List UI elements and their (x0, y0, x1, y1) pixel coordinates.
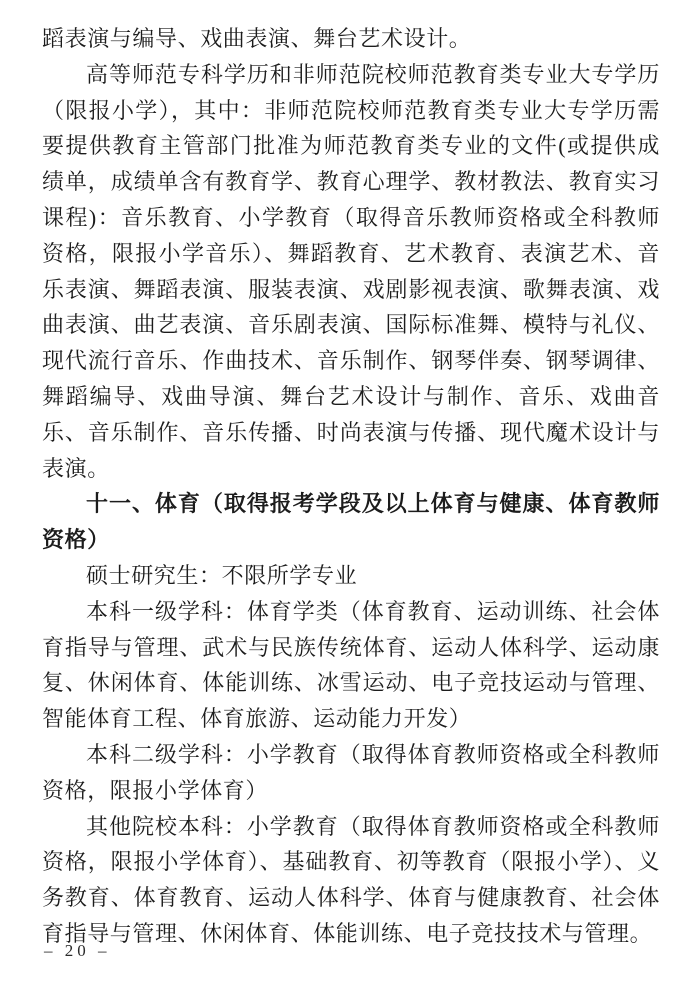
paragraph: 硕士研究生：不限所学专业 (86, 562, 358, 588)
paragraph: 蹈表演与编导、戏曲表演、舞台艺术设计。 (42, 26, 472, 51)
paragraph: 高等师范专科学历和非师范院校师范教育类专业大专学历（限报小学），其中：非师范院校师范教育类专业大专学历需要提供教育主管部门批准为师范教育类专业的文件(或提供成绩单，成绩单含有教育学、教育心理学、教材教法、教育实习课程)：音乐教育、小学教育（取得音乐教师资格或全科教师资格，限报小学音乐）、舞蹈教育、艺术教育、表演艺术、音乐表演、舞蹈表演、服装表演、戏剧影视表演、歌舞表演、戏曲表演、曲艺表演、音乐剧表演、国际标准舞、模特与礼仪、现代流行音乐、作曲技术、音乐制作、钢琴伴奏、钢琴调律、舞蹈编导、戏曲导演、舞台艺术设计与制作、音乐、戏曲音乐、音乐制作、音乐传播、时尚表演与传播、现代魔术设计与表演。 (42, 61, 660, 481)
paragraph: 其他院校本科：小学教育（取得体育教师资格或全科教师资格，限报小学体育）、基础教育、初等教育（限报小学）、义务教育、体育教育、运动人体科学、体育与健康教育、社会体育指导与管理、休闲体育、体能训练、电子竞技技术与管理。 (42, 813, 660, 946)
paragraph: 本科一级学科：体育学类（体育教育、运动训练、社会体育指导与管理、武术与民族传统体育、运动人体科学、运动康复、休闲体育、体能训练、冰雪运动、电子竞技运动与管理、智能体育工程、体育旅游、运动能力开发） (42, 598, 660, 732)
page-number: – 20 – (44, 941, 111, 960)
paragraph: 本科二级学科：小学教育（取得体育教师资格或全科教师资格，限报小学体育） (42, 741, 660, 803)
document-body (42, 21, 660, 952)
section-heading: 十一、体育（取得报考学段及以上体育与健康、体育教师资格） (42, 491, 660, 553)
